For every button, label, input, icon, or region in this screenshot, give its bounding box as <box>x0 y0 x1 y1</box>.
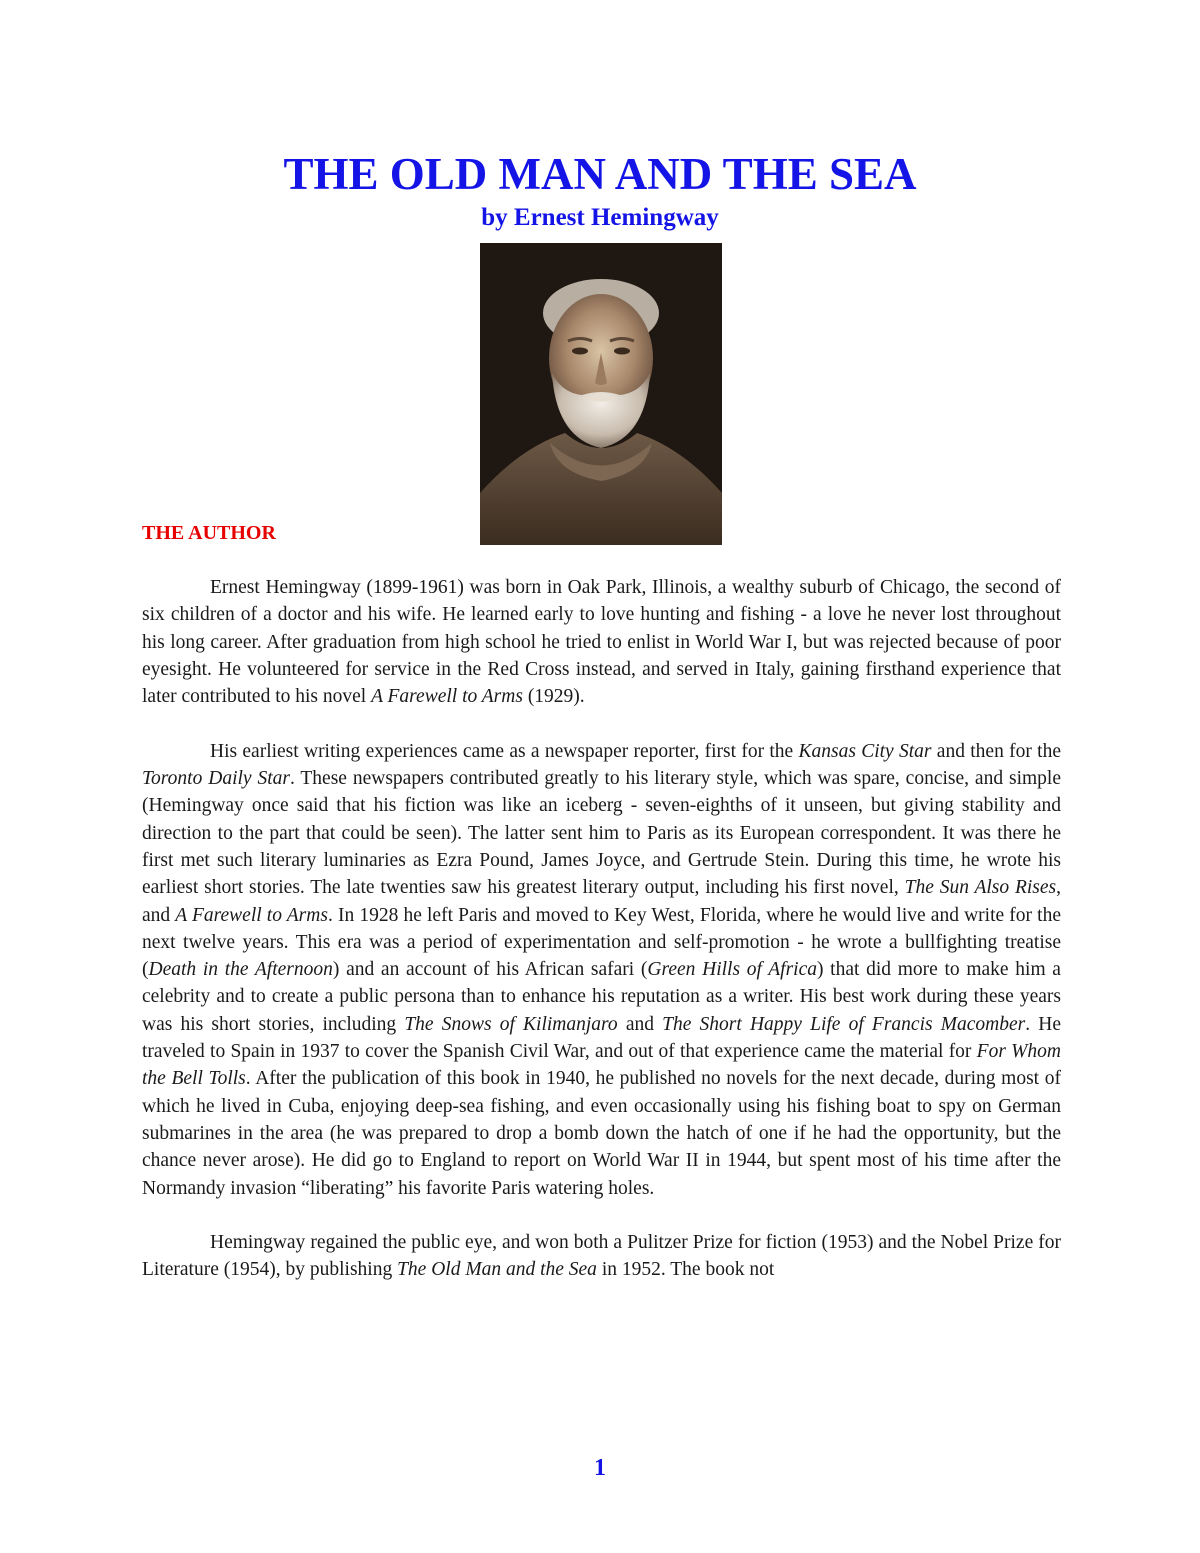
text-run: . In 1928 he left Paris and moved to Key West, Florida, where he would live and write for the next twelve years. This era was a period of experimentation and self-promotion - he wrote a bullfighting treatise ( <box>142 904 1061 981</box>
italic-title: The Short Happy Life of Francis Macomber <box>662 1013 1026 1035</box>
page-subtitle: by Ernest Hemingway <box>481 204 719 231</box>
text-run: in 1952. The book not <box>596 1259 775 1281</box>
text-run: ) that did more to make him a celebrity and to create a public persona than to enhance his reputation as a writer. His best work during these years was his short stories, including <box>142 959 1061 1035</box>
body-text <box>142 574 1061 1284</box>
text-run: His earliest writing experiences came as a newspaper reporter, first for the <box>210 740 799 762</box>
page-title: THE OLD MAN AND THE SEA <box>283 149 917 199</box>
text-run: (1929). <box>522 686 585 708</box>
italic-title: Death in the Afternoon <box>148 959 333 981</box>
section-heading: THE AUTHOR <box>142 522 276 544</box>
italic-title: The Old Man and the Sea <box>397 1259 597 1281</box>
text-run: . These newspapers contributed greatly to his literary style, which was spare, concise, and simple (Hemingway once said that his fiction was like an iceberg - seven-eighths of it unseen, but giving stability and direction to the part that could be seen). The latter sent him to Paris as its European correspondent. It was there he first met such literary luminaries as Ezra Pound, James Joyce, and Gertrude Stein. During this time, he wrote his earliest short stories. The late twenties saw his greatest literary output, including his first novel, <box>142 768 1061 899</box>
text-run: Ernest Hemingway (1899-1961) was born in Oak Park, Illinois, a wealthy suburb of Chicago, the second of six children of a doctor and his wife. He learned early to love hunting and fishing - a love he never lost throughout his long career. After graduation from high school he tried to enlist in World War I, but was rejected because of poor eyesight. He volunteered for service in the Red Cross instead, and served in Italy, gaining firsthand experience that later contributed to his novel <box>142 577 1061 708</box>
italic-title: For Whom the Bell Tolls <box>142 1041 1061 1090</box>
portrait-illustration <box>480 243 722 545</box>
text-run: Hemingway regained the public eye, and won both a Pulitzer Prize for fiction (1953) and the Nobel Prize for Literature (1954), by publishing <box>142 1232 1061 1281</box>
italic-title: A Farewell to Arms <box>175 904 328 926</box>
text-run: . After the publication of this book in 1940, he published no novels for the next decade, during most of which he lived in Cuba, enjoying deep-sea fishing, and even occasionally using his fishing boat to spy on German submarines in the area (he was prepared to drop a bomb down the hatch of one if he had the opportunity, but the chance never arose). He did go to England to report on World War II in 1944, but spent most of his time after the Normandy invasion “liberating” his favorite Paris watering holes. <box>142 1068 1061 1199</box>
italic-title: Kansas City Star <box>798 740 932 762</box>
italic-title: The Snows of Kilimanjaro <box>404 1013 618 1035</box>
italic-title: Toronto Daily Star <box>142 768 290 790</box>
text-run: and <box>617 1013 663 1035</box>
italic-title: Green Hills of Africa <box>647 959 817 981</box>
text-run: , and <box>142 877 1061 926</box>
paragraph <box>142 574 1061 710</box>
paragraph <box>142 738 1061 1202</box>
page-number: 1 <box>594 1455 606 1481</box>
text-run: and then for the <box>931 740 1061 762</box>
text-run: ) and an account of his African safari ( <box>332 959 648 981</box>
paragraph <box>142 1229 1061 1284</box>
italic-title: The Sun Also Rises <box>904 877 1057 899</box>
text-run: . He traveled to Spain in 1937 to cover the Spanish Civil War, and out of that experience came the material for <box>142 1013 1061 1063</box>
italic-title: A Farewell to Arms <box>371 686 523 708</box>
author-portrait <box>480 243 722 545</box>
